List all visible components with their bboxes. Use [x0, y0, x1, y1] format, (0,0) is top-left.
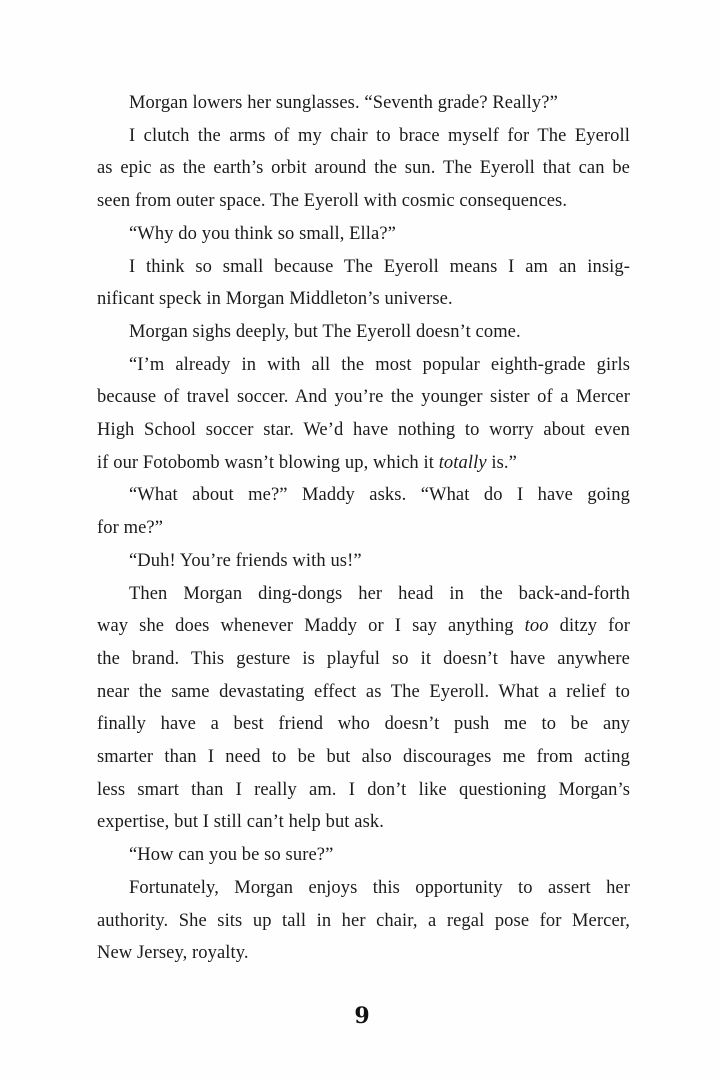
text-line [97, 283, 630, 316]
text-line [97, 479, 630, 512]
text-line [97, 381, 630, 414]
text-line [97, 708, 630, 741]
text-segment: ditzy for [548, 616, 631, 637]
text-line [97, 251, 630, 284]
italic-text-segment: totally [438, 452, 487, 473]
text-segment: if our Fotobomb wasn’t blowing up, which it [97, 452, 439, 473]
text-line [97, 839, 630, 872]
text-line [97, 610, 630, 643]
text-line [97, 447, 630, 480]
text-line [97, 806, 630, 839]
text-line [97, 872, 630, 905]
text-line [97, 741, 630, 774]
text-segment: expertise, but I still can’t help but ask. [97, 812, 384, 833]
text-segment: New Jersey, royalty. [97, 943, 249, 964]
text-line [97, 185, 630, 218]
text-segment: authority. She sits up tall in her chair, a regal pose for Mercer, [97, 910, 630, 931]
text-segment: nificant speck in Morgan Middleton’s universe. [97, 289, 453, 310]
text-line [97, 937, 630, 970]
text-line [97, 349, 630, 382]
page-text [97, 87, 630, 970]
text-line [97, 152, 630, 185]
text-line [97, 643, 630, 676]
text-segment: “How can you be so sure?” [129, 845, 334, 866]
text-segment: “What about me?” Maddy asks. “What do I have going [129, 485, 630, 506]
text-line [97, 578, 630, 611]
text-segment: seen from outer space. The Eyeroll with cosmic consequences. [97, 191, 568, 212]
text-segment: I clutch the arms of my chair to brace myself for The Eyeroll [129, 125, 630, 146]
text-segment: finally have a best friend who doesn’t push me to be any [97, 714, 630, 735]
text-line [97, 414, 630, 447]
text-segment: smarter than I need to be but also discourages me from acting [97, 747, 630, 768]
text-segment: is.” [486, 452, 517, 473]
text-segment: Morgan lowers her sunglasses. “Seventh grade? Really?” [129, 93, 558, 113]
text-segment: “Why do you think so small, Ella?” [129, 223, 396, 244]
text-segment: way she does whenever Maddy or I say anything [97, 616, 525, 637]
text-line [97, 774, 630, 807]
text-segment: “I’m already in with all the most popular eighth-grade girls [129, 354, 630, 375]
text-segment: for me?” [97, 518, 164, 539]
text-line [97, 316, 630, 349]
text-line [97, 512, 630, 545]
text-segment: the brand. This gesture is playful so it doesn’t have anywhere [97, 648, 630, 669]
text-segment: “Duh! You’re friends with us!” [129, 550, 362, 571]
text-segment: High School soccer star. We’d have nothing to worry about even [97, 420, 630, 441]
italic-text-segment: too [524, 616, 549, 637]
text-line [97, 218, 630, 251]
text-segment: near the same devastating effect as The Eyeroll. What a relief to [97, 681, 630, 702]
text-line [97, 676, 630, 709]
text-line [97, 87, 630, 120]
page-number: 9 [354, 1003, 370, 1029]
text-segment: Fortunately, Morgan enjoys this opportunity to assert her [129, 877, 630, 898]
text-segment: less smart than I really am. I don’t like questioning Morgan’s [97, 779, 630, 800]
text-segment: because of travel soccer. And you’re the younger sister of a Mercer [97, 387, 630, 408]
text-segment: Then Morgan ding-dongs her head in the back-and-forth [129, 583, 630, 604]
text-line [97, 120, 630, 153]
text-segment: as epic as the earth’s orbit around the sun. The Eyeroll that can be [97, 158, 630, 179]
text-line [97, 545, 630, 578]
text-segment: Morgan sighs deeply, but The Eyeroll doesn’t come. [129, 321, 521, 342]
text-segment: I think so small because The Eyeroll means I am an insig- [129, 256, 630, 277]
text-line [97, 905, 630, 938]
